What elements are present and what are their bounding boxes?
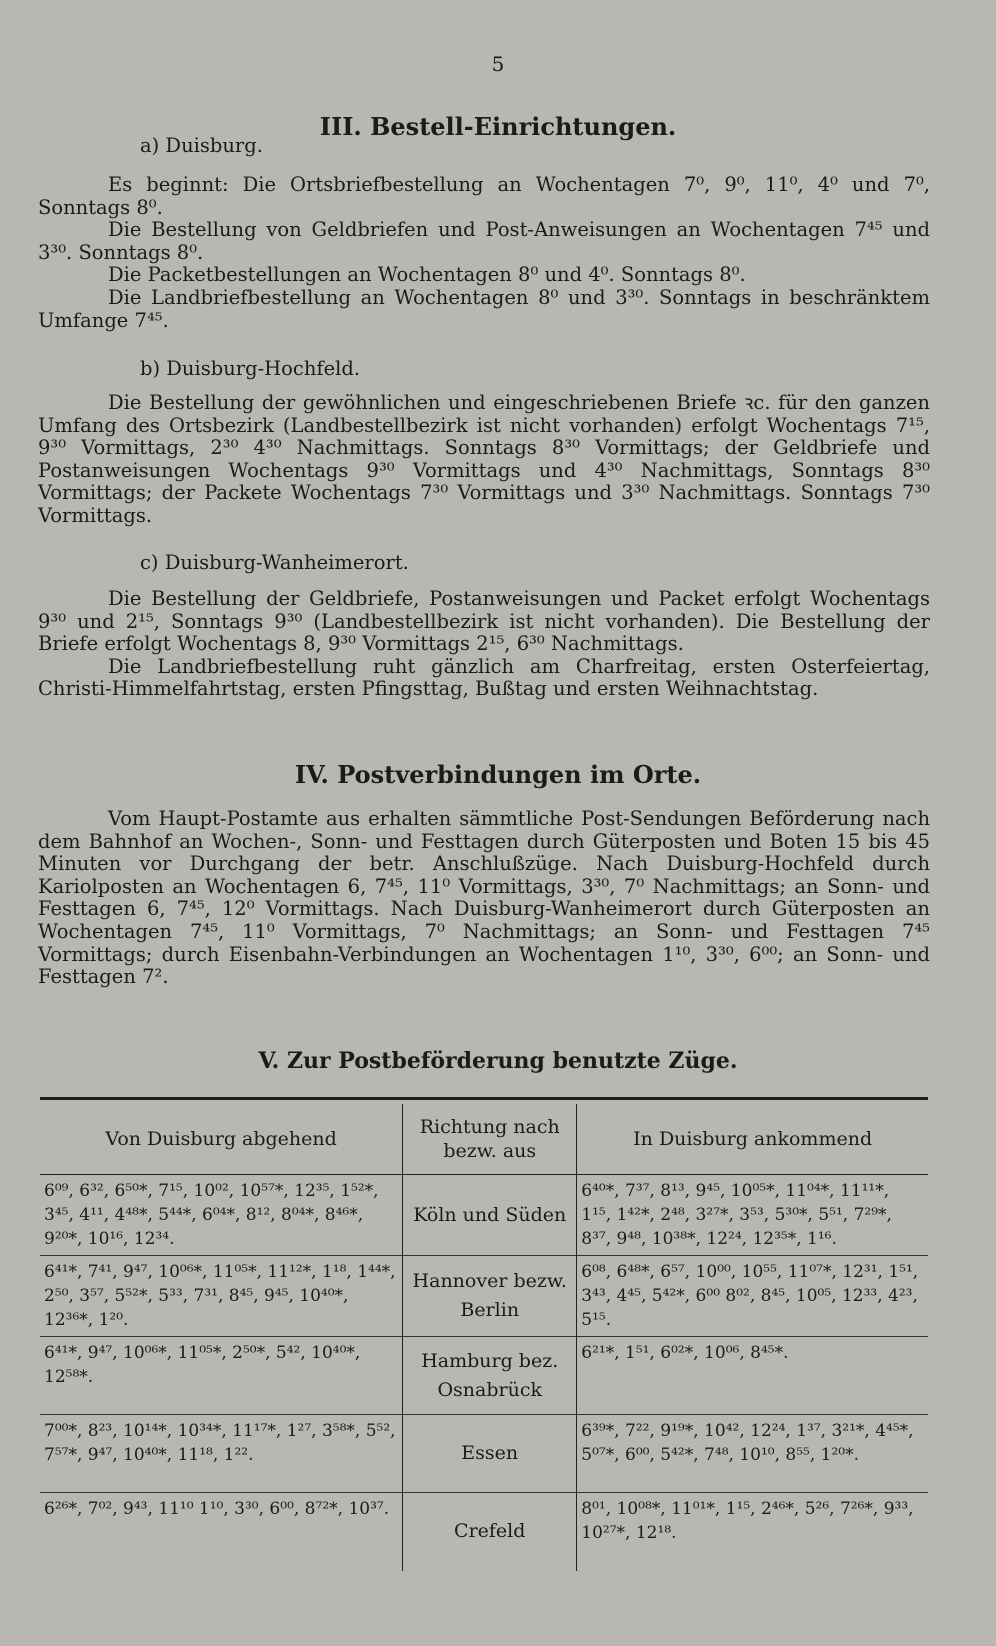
table-row bbox=[40, 1415, 928, 1493]
paragraph: Die Bestellung von Geldbriefen und Post-Anweisungen an Wochentagen 7⁴⁵ und 3³⁰. Sonntags 8⁰. bbox=[38, 218, 930, 264]
section-4-text bbox=[38, 808, 930, 989]
header-departing: Von Duisburg abgehend bbox=[40, 1104, 403, 1175]
direction: Crefeld bbox=[403, 1493, 577, 1571]
subsection-duisburg-label: a) Duisburg. bbox=[140, 134, 263, 157]
section-4-title: IV. Postverbindungen im Orte. bbox=[294, 760, 702, 789]
paragraph: Die Bestellung der gewöhnlichen und eingeschriebenen Briefe ꝛc. für den ganzen Umfang des Ortsbezirk (Landbestellbezirk ist nicht vorhanden) erfolgt Wochentags 7¹⁵, 9³⁰ Vormittags, 2³⁰ 4³⁰ Nachmittags. Sonntags 8³⁰ Vormittags; der Geldbriefe und Postanweisungen Wochentags 9³⁰ Vormittags und 4³⁰ Nachmittags, Sonntags 8³⁰ Vormittags; der Packete Wochentags 7³⁰ Vormittags und 3³⁰ Nachmittags. Sonntags 7³⁰ Vormittags. bbox=[38, 391, 930, 527]
arrival-times: 6⁴⁰*, 7³⁷, 8¹³, 9⁴⁵, 10⁰⁵*, 11⁰⁴*, 11¹¹*, 1¹⁵, 1⁴²*, 2⁴⁸, 3²⁷*, 3⁵³, 5³⁰*, 5⁵¹, 7²⁹*, 8³⁷, 9⁴⁸, 10³⁸*, 12²⁴, 12³⁵*, 1¹⁶. bbox=[577, 1175, 928, 1256]
direction: Hannover bezw. Berlin bbox=[403, 1256, 577, 1337]
paragraph: Es beginnt: Die Ortsbriefbestellung an Wochentagen 7⁰, 9⁰, 11⁰, 4⁰ und 7⁰, Sonntags 8⁰. bbox=[38, 173, 930, 219]
direction: Köln und Süden bbox=[403, 1175, 577, 1256]
departure-times: 6⁰⁹, 6³², 6⁵⁰*, 7¹⁵, 10⁰², 10⁵⁷*, 12³⁵, 1⁵²*, 3⁴⁵, 4¹¹, 4⁴⁸*, 5⁴⁴*, 6⁰⁴*, 8¹², 8⁰⁴*, 8⁴⁶*, 9²⁰*, 10¹⁶, 12³⁴. bbox=[40, 1175, 403, 1256]
paragraph: Die Bestellung der Geldbriefe, Postanweisungen und Packet erfolgt Wochentags 9³⁰ und 2¹⁵, Sonntags 9³⁰ (Landbestellbezirk ist nicht vorhanden). Die Bestellung der Briefe erfolgt Wochentags 8, 9³⁰ Vormittags 2¹⁵, 6³⁰ Nachmittags. bbox=[38, 587, 930, 656]
table-row bbox=[40, 1175, 928, 1256]
direction: Essen bbox=[403, 1415, 577, 1493]
direction: Hamburg bez. Osnabrück bbox=[403, 1337, 577, 1415]
section-5-title: V. Zur Postbeförderung benutzte Züge. bbox=[258, 1048, 738, 1074]
table-row bbox=[40, 1493, 928, 1571]
table-row bbox=[40, 1256, 928, 1337]
paragraph: Die Packetbestellungen an Wochentagen 8⁰ und 4⁰. Sonntags 8⁰. bbox=[108, 263, 746, 287]
paragraph: Die Landbriefbestellung ruht gänzlich am Charfreitag, ersten Osterfeiertag, Christi-Himmelfahrtstag, ersten Pfingsttag, Bußtag und ersten Weihnachtstag. bbox=[38, 654, 930, 701]
arrival-times: 6³⁹*, 7²², 9¹⁹*, 10⁴², 12²⁴, 1³⁷, 3²¹*, 4⁴⁵*, 5⁰⁷*, 6⁰⁰, 5⁴²*, 7⁴⁸, 10¹⁰, 8⁵⁵, 1²⁰*. bbox=[577, 1415, 928, 1493]
paragraph: Die Landbriefbestellung an Wochentagen 8⁰ und 3³⁰. Sonntags in beschränktem Umfange 7⁴⁵. bbox=[38, 285, 930, 332]
arrival-times: 6⁰⁸, 6⁴⁸*, 6⁵⁷, 10⁰⁰, 10⁵⁵, 11⁰⁷*, 12³¹, 1⁵¹, 3⁴³, 4⁴⁵, 5⁴²*, 6⁰⁰ 8⁰², 8⁴⁵, 10⁰⁵, 12³³, 4²³, 5¹⁵. bbox=[577, 1256, 928, 1337]
header-direction: Richtung nach bezw. aus bbox=[403, 1104, 577, 1175]
departure-times: 6⁴¹*, 9⁴⁷, 10⁰⁶*, 11⁰⁵*, 2⁵⁰*, 5⁴², 10⁴⁰*, 12⁵⁸*. bbox=[40, 1337, 403, 1415]
arrival-times: 8⁰¹, 10⁰⁸*, 11⁰¹*, 1¹⁵, 2⁴⁶*, 5²⁶, 7²⁶*, 9³³, 10²⁷*, 12¹⁸. bbox=[577, 1493, 928, 1571]
section-3a-text bbox=[38, 174, 930, 332]
train-table bbox=[40, 1104, 928, 1571]
departure-times: 6⁴¹*, 7⁴¹, 9⁴⁷, 10⁰⁶*, 11⁰⁵*, 11¹²*, 1¹⁸, 1⁴⁴*, 2⁵⁰, 3⁵⁷, 5⁵²*, 5³³, 7³¹, 8⁴⁵, 9⁴⁵, 10⁴⁰*, 12³⁶*, 1²⁰. bbox=[40, 1256, 403, 1337]
page-number: 5 bbox=[491, 52, 505, 76]
paragraph: Vom Haupt-Postamte aus erhalten sämmtliche Post-Sendungen Beförderung nach dem Bahnhof an Wochen-, Sonn- und Festtagen durch Güterposten und Boten 15 bis 45 Minuten vor Durchgang der betr. Anschlußzüge. Nach Duisburg-Hochfeld durch Kariolposten an Wochentagen 6, 7⁴⁵, 11⁰ Vormittags, 3³⁰, 7⁰ Nachmittags; an Sonn- und Festtagen 6, 7⁴⁵, 12⁰ Vormittags. Nach Duisburg-Wanheimerort durch Güterposten an Wochentagen 7⁴⁵, 11⁰ Vormittags, 7⁰ Nachmittags; an Sonn- und Festtagen 7⁴⁵ Vormittags; durch Eisenbahn-Verbindungen an Wochentagen 1¹⁰, 3³⁰, 6⁰⁰; an Sonn- und Festtagen 7². bbox=[38, 807, 930, 989]
departure-times: 7⁰⁰*, 8²³, 10¹⁴*, 10³⁴*, 11¹⁷*, 1²⁷, 3⁵⁸*, 5⁵², 7⁵⁷*, 9⁴⁷, 10⁴⁰*, 11¹⁸, 1²². bbox=[40, 1415, 403, 1493]
subsection-wanheimerort-label: c) Duisburg-Wanheimerort. bbox=[140, 551, 409, 574]
subsection-hochfeld-label: b) Duisburg-Hochfeld. bbox=[140, 357, 361, 380]
departure-times: 6²⁶*, 7⁰², 9⁴³, 11¹⁰ 1¹⁰, 3³⁰, 6⁰⁰, 8⁷²*, 10³⁷. bbox=[40, 1493, 403, 1571]
section-3b-text bbox=[38, 392, 930, 528]
section-3-title: III. Bestell-Einrichtungen. bbox=[319, 112, 677, 141]
section-3c-text bbox=[38, 588, 930, 701]
arrival-times: 6²¹*, 1⁵¹, 6⁰²*, 10⁰⁶, 8⁴⁵*. bbox=[577, 1337, 928, 1415]
header-arriving: In Duisburg ankommend bbox=[577, 1104, 928, 1175]
table-row bbox=[40, 1337, 928, 1415]
table-top-rule bbox=[40, 1097, 928, 1100]
table-header-row bbox=[40, 1104, 928, 1175]
